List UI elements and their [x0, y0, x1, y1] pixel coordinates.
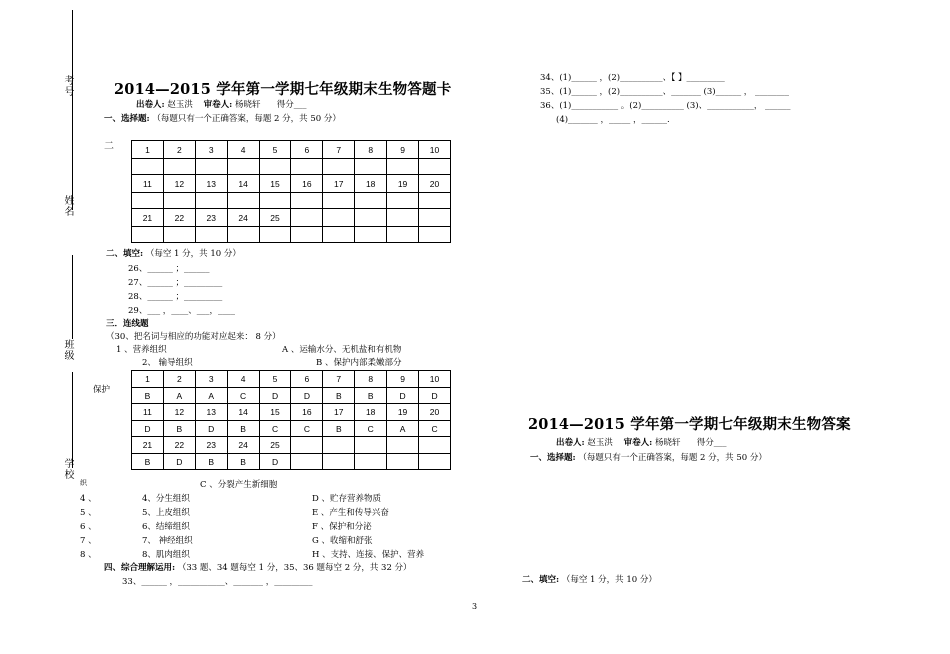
answer-cell[interactable]: [227, 227, 259, 243]
match-row-4-right: D 、贮存营养物质: [312, 494, 382, 504]
grid-cell: 4: [227, 371, 259, 388]
grid-cell: 11: [132, 404, 164, 421]
grid-cell: [355, 437, 387, 454]
match-row-5-num: 5 、: [80, 508, 97, 518]
grid-cell: 6: [291, 371, 323, 388]
choice-number: 15: [259, 175, 291, 193]
choice-answer-grid: [131, 140, 451, 243]
choice-number: 2: [163, 141, 195, 159]
choice-number: 1: [132, 141, 164, 159]
grid-cell: 19: [387, 404, 419, 421]
answer-cell[interactable]: [163, 159, 195, 175]
answer-cell[interactable]: [291, 227, 323, 243]
grid-cell: [323, 437, 355, 454]
section4-note: （33 题、34 题每空 1 分，35、36 题每空 2 分，共 32 分）: [177, 563, 412, 573]
match-row-8-right: H 、支持、连接、保护、营养: [312, 550, 425, 560]
grid-cell: D: [132, 421, 164, 437]
grid-cell: B: [132, 388, 164, 404]
answer-cell[interactable]: [323, 227, 355, 243]
choice-number: 23: [195, 209, 227, 227]
section4-label: 四、综合理解运用:: [104, 563, 176, 573]
grid-cell: 9: [387, 371, 419, 388]
choice-number: 10: [419, 141, 451, 159]
key-section2-label: 二、填空:: [522, 575, 560, 585]
grid-cell: B: [323, 421, 355, 437]
grid-cell: 16: [291, 404, 323, 421]
key-reviewer-name: 杨晓轩: [655, 438, 681, 448]
fill-line-33[interactable]: 33、______ ，___________、_______ ，_________: [122, 577, 313, 587]
grid-cell: [419, 454, 451, 470]
match-row-7-right: G 、收缩和舒张: [312, 536, 373, 546]
grid-cell: [291, 437, 323, 454]
choice-number: 17: [323, 175, 355, 193]
answer-cell[interactable]: [387, 159, 419, 175]
answer-cell[interactable]: [259, 159, 291, 175]
answer-cell[interactable]: [355, 159, 387, 175]
fill-line-28[interactable]: 28、______ ；_________: [128, 292, 223, 302]
grid-cell: 10: [419, 371, 451, 388]
choice-number: 6: [291, 141, 323, 159]
answer-cell[interactable]: [195, 193, 227, 209]
grid-cell: C: [355, 421, 387, 437]
answer-key-meta: [556, 436, 727, 448]
grid-cell: 21: [132, 437, 164, 454]
fill-line-36[interactable]: 36、(1)___________ 。(2)__________ (3)、___________， ______: [540, 101, 791, 111]
grid-cell: 7: [323, 371, 355, 388]
choice-number: 22: [163, 209, 195, 227]
side-label-banji: 班级: [64, 340, 75, 362]
grid-cell: 24: [227, 437, 259, 454]
key-author-label: 出卷人:: [556, 438, 585, 448]
answer-card-meta: [136, 98, 307, 110]
key-author-name: 赵玉洪: [587, 438, 613, 448]
grid-cell: [355, 454, 387, 470]
match-row-4-left: 4、分生组织: [142, 494, 190, 504]
match-row-5-right: E 、产生和传导兴奋: [312, 508, 389, 518]
answer-cell[interactable]: [195, 159, 227, 175]
answer-cell[interactable]: [355, 193, 387, 209]
section-mark: 二: [104, 141, 114, 152]
grid-cell: D: [387, 388, 419, 404]
answer-cell[interactable]: [323, 193, 355, 209]
grid-cell: B: [323, 388, 355, 404]
grid-cell: 2: [163, 371, 195, 388]
answer-cell[interactable]: [132, 159, 164, 175]
choice-number: [291, 209, 323, 227]
choice-number: 18: [355, 175, 387, 193]
grid-cell: B: [227, 421, 259, 437]
grid-cell: D: [259, 388, 291, 404]
answer-cell[interactable]: [163, 193, 195, 209]
grid-cell: B: [132, 454, 164, 470]
grid-cell: B: [195, 454, 227, 470]
grid-cell: B: [355, 388, 387, 404]
grid-cell: A: [163, 388, 195, 404]
choice-number: 9: [387, 141, 419, 159]
score-label: 得分___: [276, 100, 307, 110]
binding-line-2: [72, 102, 73, 210]
choice-number: 16: [291, 175, 323, 193]
grid-cell: [387, 454, 419, 470]
match-right-B: B 、保护内部柔嫩部分: [316, 358, 402, 368]
answer-cell[interactable]: [132, 193, 164, 209]
key-section2-heading: [522, 573, 657, 585]
key-reviewer-label: 审卷人:: [623, 438, 653, 448]
match-row-7-left: 7、 神经组织: [142, 536, 193, 546]
reviewer-label: 审卷人:: [203, 100, 233, 110]
grid-cell: B: [227, 454, 259, 470]
answer-key-grid: [131, 370, 451, 470]
choice-number: 20: [419, 175, 451, 193]
section1-label: 一、选择题:: [104, 114, 150, 124]
match-row-7-num: 7 、: [80, 536, 97, 546]
match-row-8-num: 8 、: [80, 550, 97, 560]
author-name: 赵玉洪: [167, 100, 193, 110]
choice-number: [419, 209, 451, 227]
grid-cell: 1: [132, 371, 164, 388]
key-section1-note: （每题只有一个正确答案，每题 2 分，共 50 分）: [578, 453, 767, 463]
key-section1-heading: [530, 451, 767, 463]
answer-cell[interactable]: [259, 227, 291, 243]
answer-cell[interactable]: [355, 227, 387, 243]
grid-cell: 17: [323, 404, 355, 421]
choice-number: 21: [132, 209, 164, 227]
grid-cell: B: [163, 421, 195, 437]
grid-cell: 22: [163, 437, 195, 454]
match-right-A: A 、运输水分、无机盐和有机物: [282, 345, 402, 355]
grid-cell: 23: [195, 437, 227, 454]
grid-cell: 8: [355, 371, 387, 388]
tissue-mark: 织: [80, 479, 87, 487]
section4-heading: [104, 561, 412, 573]
page-number: 3: [472, 602, 478, 611]
grid-cell: D: [291, 388, 323, 404]
section2-heading: [106, 247, 241, 259]
key-section2-note: （每空 1 分，共 10 分）: [561, 575, 657, 585]
match-row-6-num: 6 、: [80, 522, 97, 532]
grid-cell: [291, 454, 323, 470]
answer-cell[interactable]: [195, 227, 227, 243]
answer-cell[interactable]: [419, 193, 451, 209]
grid-cell: C: [227, 388, 259, 404]
grid-cell: 14: [227, 404, 259, 421]
choice-number: 14: [227, 175, 259, 193]
section1-note: （每题只有一个正确答案，每题 2 分，共 50 分）: [152, 114, 341, 124]
reviewer-name: 杨晓轩: [235, 100, 261, 110]
choice-number: [387, 209, 419, 227]
answer-cell[interactable]: [163, 227, 195, 243]
grid-cell: 25: [259, 437, 291, 454]
match-left-2: 2、 输导组织: [142, 358, 193, 368]
binding-line-4: [72, 372, 73, 468]
grid-cell: 12: [163, 404, 195, 421]
choice-number: 19: [387, 175, 419, 193]
fill-line-26[interactable]: 26、______ ；______: [128, 264, 210, 274]
answer-cell[interactable]: [419, 227, 451, 243]
key-score-label: 得分___: [696, 438, 727, 448]
answer-cell[interactable]: [132, 227, 164, 243]
choice-number: 4: [227, 141, 259, 159]
grid-cell: [419, 437, 451, 454]
choice-number: 25: [259, 209, 291, 227]
grid-cell: 3: [195, 371, 227, 388]
grid-cell: 20: [419, 404, 451, 421]
grid-cell: 13: [195, 404, 227, 421]
grid-cell: [387, 437, 419, 454]
key-section1-label: 一、选择题:: [530, 453, 576, 463]
choice-number: 24: [227, 209, 259, 227]
grid-cell: C: [259, 421, 291, 437]
fill-line-29[interactable]: 29、___ ，____、___，____: [128, 306, 236, 316]
choice-number: [323, 209, 355, 227]
choice-number: 8: [355, 141, 387, 159]
section3-note: （30、把名词与相应的功能对应起来： 8 分）: [106, 332, 281, 342]
match-row-5-left: 5、上皮组织: [142, 508, 190, 518]
section3-label: 三．连线题: [106, 319, 149, 329]
grid-cell: 15: [259, 404, 291, 421]
choice-number: 5: [259, 141, 291, 159]
protect-side-label: 保护: [93, 385, 111, 395]
answer-cell[interactable]: [291, 193, 323, 209]
choice-number: 11: [132, 175, 164, 193]
grid-cell: C: [419, 421, 451, 437]
match-row-8-left: 8、肌肉组织: [142, 550, 190, 560]
grid-cell: D: [259, 454, 291, 470]
answer-cell[interactable]: [259, 193, 291, 209]
grid-cell: 5: [259, 371, 291, 388]
answer-key-title: 2014—2015 学年第一学期七年级期末生物答案: [528, 416, 851, 433]
choice-number: 12: [163, 175, 195, 193]
match-left-1: 1 、营养组织: [116, 345, 167, 355]
grid-cell: A: [387, 421, 419, 437]
match-row-6-right: F 、保护和分泌: [312, 522, 372, 532]
side-label-xuexiao: 学校: [64, 459, 75, 481]
answer-card-title: 2014—2015 学年第一学期七年级期末生物答题卡: [114, 81, 452, 98]
grid-cell: [323, 454, 355, 470]
grid-cell: D: [195, 421, 227, 437]
section2-label: 二、填空:: [106, 249, 144, 259]
fill-line-27[interactable]: 27、______ ；_________: [128, 278, 223, 288]
fill-line-36-4[interactable]: (4)_______ ，_____ ，______.: [556, 115, 670, 125]
fill-line-34[interactable]: 34、(1)______ ，(2)__________、【 】_________: [540, 73, 725, 83]
section2-note: （每空 1 分，共 10 分）: [145, 249, 241, 259]
match-right-C: C 、分裂产生新细胞: [200, 480, 278, 490]
author-label: 出卷人:: [136, 100, 165, 110]
grid-cell: C: [291, 421, 323, 437]
side-label-xingming: 姓名: [64, 196, 75, 218]
answer-cell[interactable]: [387, 193, 419, 209]
answer-cell[interactable]: [227, 193, 259, 209]
binding-line-3: [72, 255, 73, 339]
choice-number: [355, 209, 387, 227]
answer-cell[interactable]: [323, 159, 355, 175]
answer-cell[interactable]: [419, 159, 451, 175]
answer-cell[interactable]: [387, 227, 419, 243]
choice-number: 7: [323, 141, 355, 159]
choice-number: 13: [195, 175, 227, 193]
answer-cell[interactable]: [227, 159, 259, 175]
match-row-6-left: 6、结缔组织: [142, 522, 190, 532]
grid-cell: 18: [355, 404, 387, 421]
grid-cell: D: [163, 454, 195, 470]
answer-cell[interactable]: [291, 159, 323, 175]
choice-number: 3: [195, 141, 227, 159]
fill-line-35[interactable]: 35、(1)______ ，(2)__________、_______ (3)______ ， ________: [540, 87, 789, 97]
grid-cell: A: [195, 388, 227, 404]
section1-heading: [104, 112, 341, 124]
grid-cell: D: [419, 388, 451, 404]
match-row-4-num: 4 、: [80, 494, 97, 504]
side-label-kaohao: 考号: [64, 76, 75, 98]
